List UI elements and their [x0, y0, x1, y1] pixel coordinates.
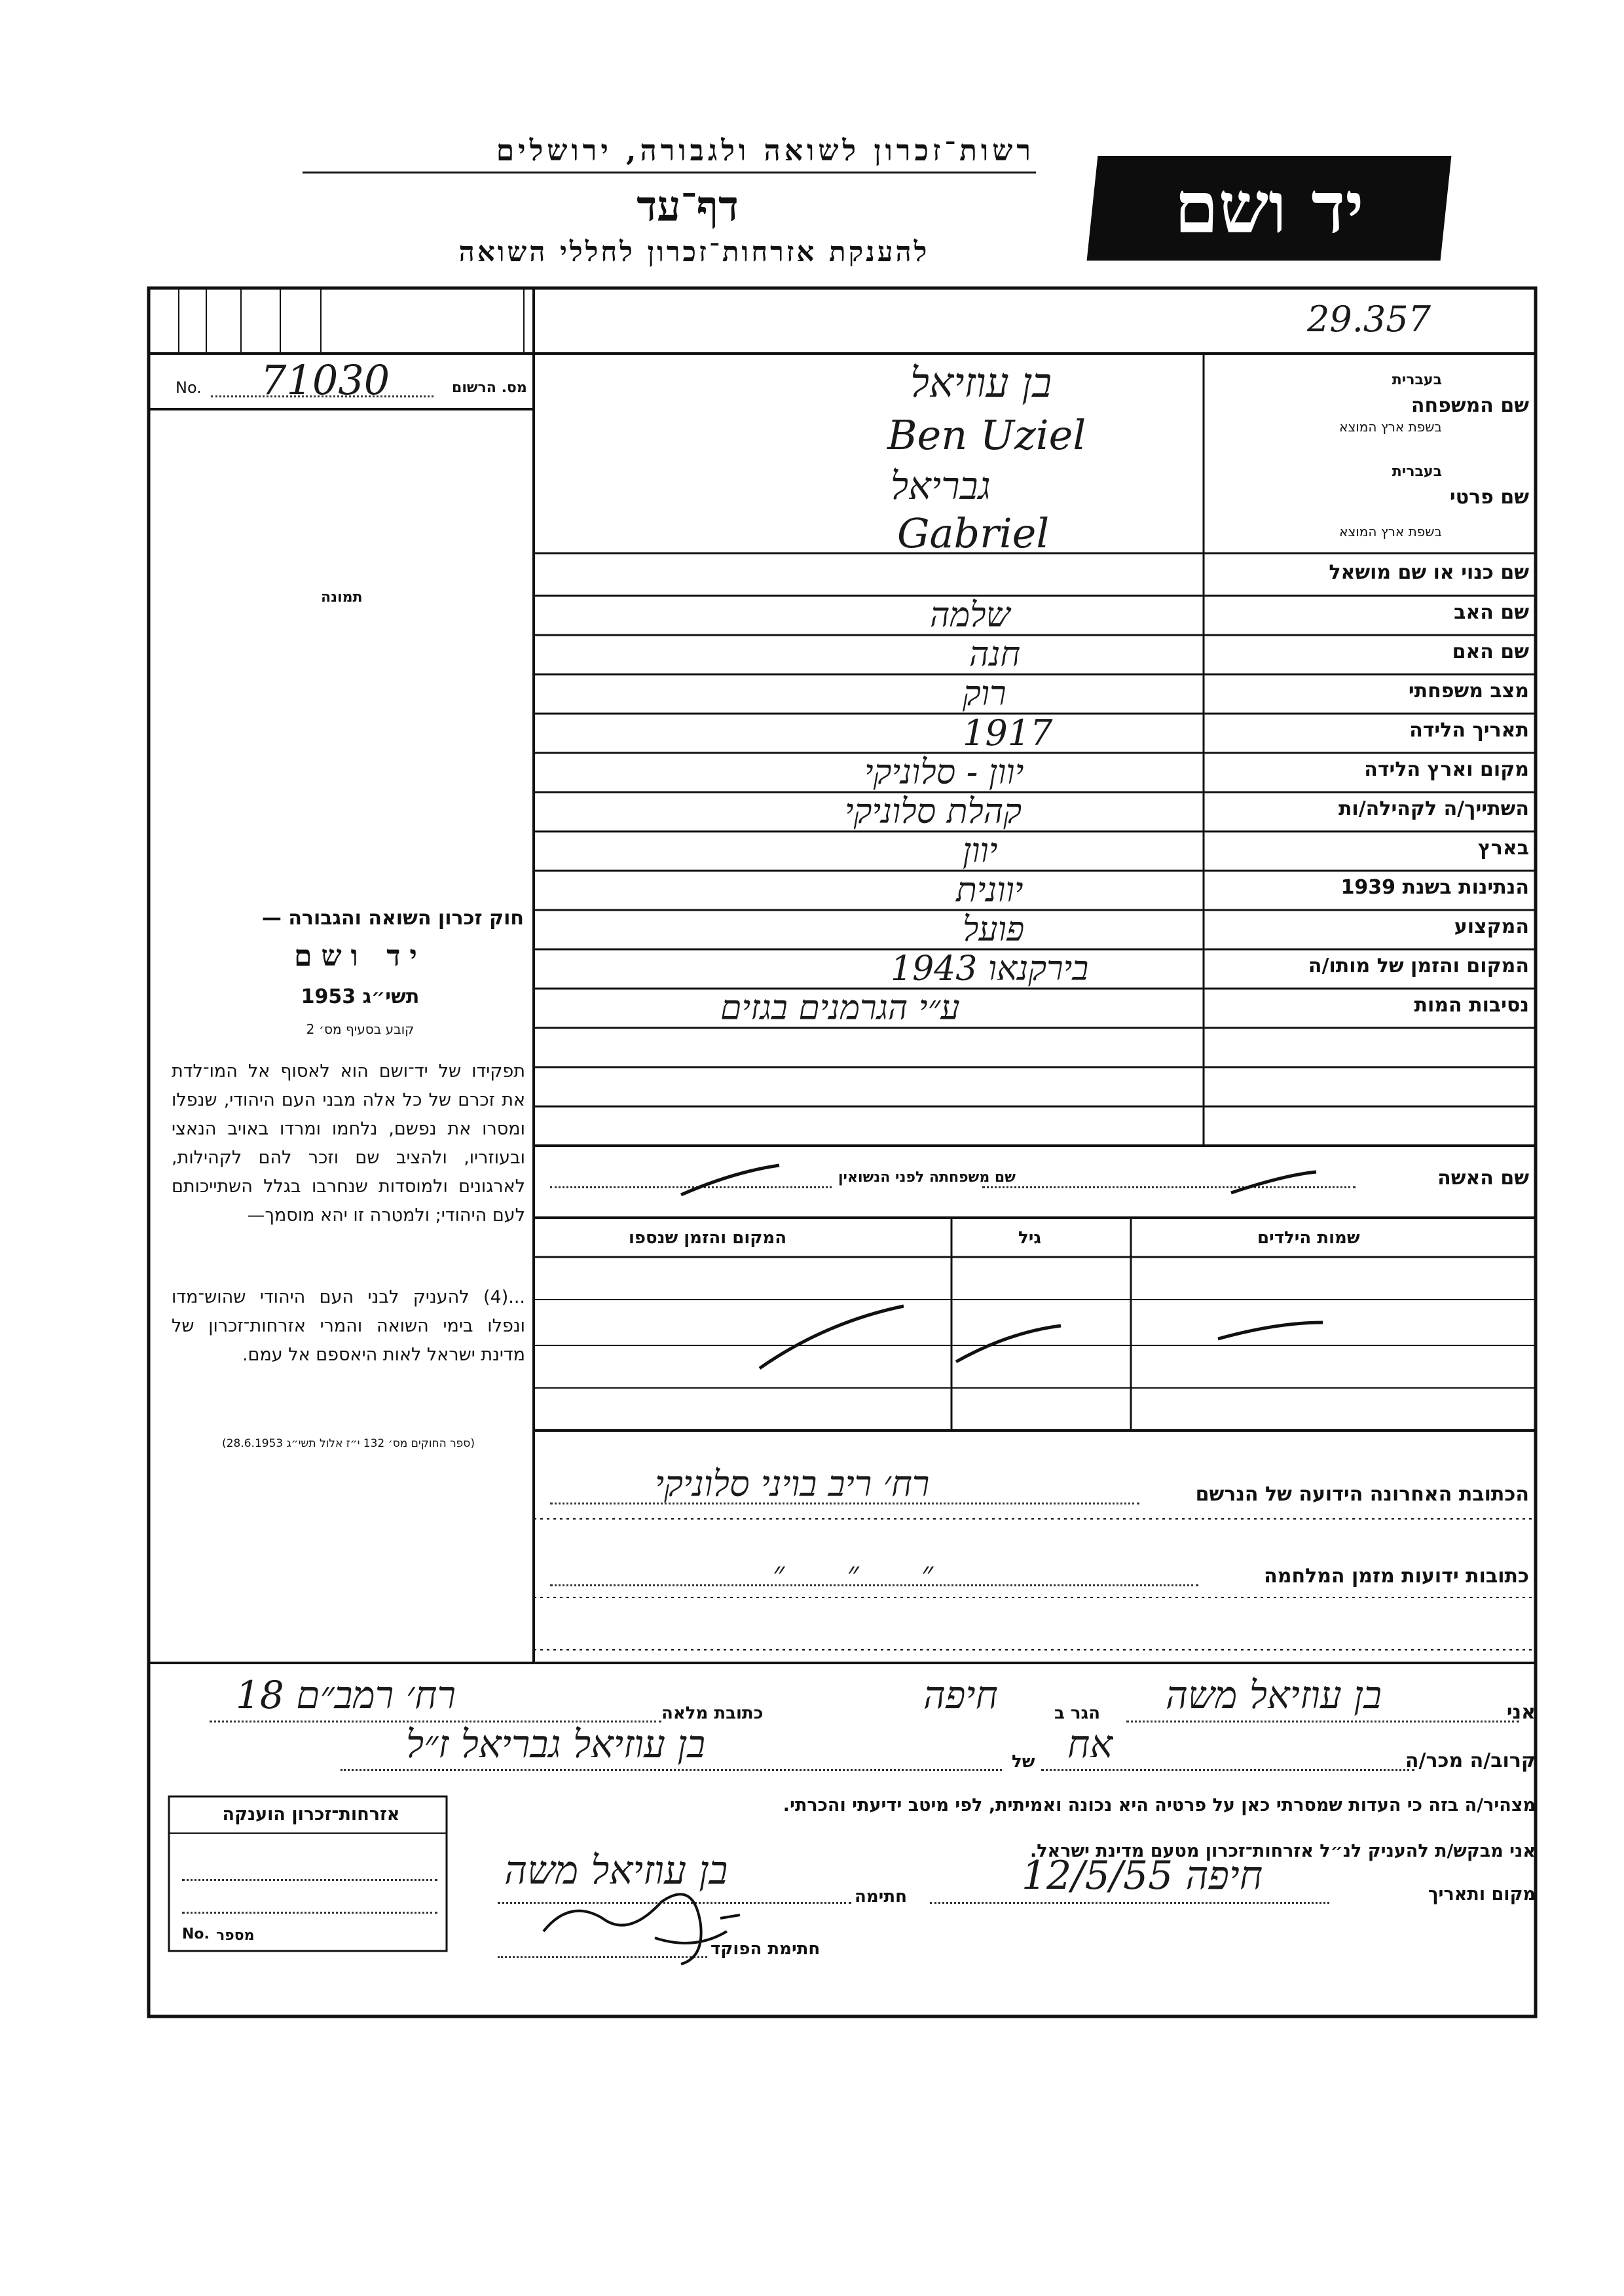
law-name: יד ושם [294, 939, 426, 973]
death-place-time-value: בירקנאו 1943 [891, 949, 1089, 989]
registration-no-label: No. [175, 378, 202, 397]
law-clause: קובע בסעיף מס׳ 2 [306, 1021, 415, 1037]
photo-label: תמונה [321, 589, 363, 606]
nickname-label: שם כנוי או שם מושאל [1329, 561, 1529, 584]
family-name-local-label: בשפת ארץ המוצא [1339, 419, 1442, 435]
officer-signature-label: חתימת הפוקד [710, 1939, 821, 1959]
first-name-label: שם פרטי [1449, 486, 1529, 509]
children-place-header: המקום והזמן שנספו [629, 1228, 787, 1248]
birth-date-value: 1917 [963, 712, 1053, 754]
citizenship-1939-value: יוונית [956, 871, 1024, 910]
first-name-local-value: Gabriel [897, 509, 1050, 557]
war-address-value: ״ ״ ״ [773, 1555, 960, 1592]
of-name-value: בן עוזיאל גבריאל ז״ל [406, 1722, 706, 1766]
wife-maiden-label: שם משפחתה לפני הנשואין [838, 1169, 1016, 1186]
family-name-hebrew-label: בעברית [1392, 372, 1442, 388]
community-label: השתייך/ה לקהילה/ות [1338, 797, 1529, 820]
declarant-address: רח׳ רמב״ם 18 [236, 1673, 456, 1717]
place-date-value: חיפה 12/5/55 [1022, 1853, 1263, 1899]
father-name-label: שם האב [1454, 601, 1529, 624]
death-circumstances-value: ע״י הגרמנים בגזים [720, 989, 960, 1028]
citizenship-number-label: מספר [216, 1927, 255, 1944]
first-name-local-label: בשפת ארץ המוצא [1339, 524, 1442, 539]
law-footnote: (ספר החוקים מס׳ 132 י״ז אלול תשי״ג 28.6.1953) [222, 1437, 475, 1450]
community-value: קהלת סלוניקי [845, 792, 1022, 831]
of-label: של [1012, 1752, 1035, 1772]
relative-label: קרוב/ה מכר/ה [1405, 1749, 1536, 1772]
relation-value: אח [1067, 1722, 1113, 1766]
birth-place-label: מקום וארץ הלידה [1364, 758, 1529, 781]
declarant-signature: בן עוזיאל משה [504, 1848, 728, 1893]
registration-number: 71030 [261, 356, 390, 404]
declarant-resides-label: הגר ב [1054, 1704, 1101, 1723]
citizenship-no-label: No. [182, 1926, 210, 1942]
country-value: יוון [963, 831, 998, 871]
law-text-clause4: ...(4) להעניק לבני העם היהודי שהוש־מדו ונפלו בימי השואה והמרי אזרחות־זכרון של מדינת ישראל לאות היאספם אל עמם. [172, 1287, 525, 1365]
citizenship-granted-title: אזרחות־זכרון הוענקה [222, 1804, 400, 1825]
declarant-city: חיפה [923, 1673, 998, 1717]
first-name-hebrew-label: בעברית [1392, 464, 1442, 480]
authority-title: רשות־זכרון לשואה ולגבורה, ירושלים [496, 134, 1035, 168]
citizenship-box-line2 [182, 1912, 437, 1914]
marital-status-label: מצב משפחתי [1408, 680, 1529, 702]
family-name-local-value: Ben Uziel [887, 411, 1086, 459]
form-title: דף־עד [637, 182, 739, 231]
citizenship-box-line1 [182, 1879, 437, 1881]
declarant-address-label: כתובת מלאה [661, 1704, 764, 1723]
form-subtitle: להענקת אזרחות־זכרון לחללי השואה [458, 236, 930, 268]
last-address-label: הכתובת האחרונה הידועה של הנרשם [1195, 1483, 1529, 1506]
law-year: תשי״ג 1953 [301, 985, 420, 1008]
father-name-value: שלמה [930, 596, 1010, 635]
death-circumstances-label: נסיבות המות [1414, 994, 1529, 1017]
birth-date-label: תאריך הלידה [1409, 719, 1529, 742]
signature-label: חתימה [855, 1887, 907, 1906]
children-names-header: שמות הילדים [1257, 1228, 1360, 1248]
registration-label: מס. הרשום [452, 380, 527, 396]
children-age-header: גיל [1018, 1228, 1042, 1248]
profession-value: פועל [963, 910, 1025, 949]
place-date-label: מקום ותאריך [1428, 1884, 1536, 1904]
death-place-time-label: המקום והזמן של מותו/ה [1308, 955, 1529, 977]
family-name-label: שם המשפחה [1411, 394, 1529, 417]
logo-text: יד ושם [1174, 167, 1364, 249]
law-title: חוק זכרון השואה והגבורה — [261, 907, 524, 930]
family-name-hebrew-value: בן עוזיאל [910, 359, 1052, 407]
country-label: בארץ [1477, 837, 1529, 860]
declarant-name: בן עוזיאל משה [1166, 1673, 1382, 1717]
declarant-i-label: אני [1506, 1701, 1536, 1724]
mother-name-label: שם האם [1452, 640, 1529, 663]
birth-place-value: יוון - סלוניקי [864, 753, 1024, 792]
first-name-hebrew-value: גבריאל [891, 464, 991, 508]
law-text-main: תפקידו של יד־ושם הוא לאסוף אל המו־לדת את זכרם של כל אלה מבני העם היהודי, שנפלו ומסרו את נפשם, נלחמו ומרדו באויב הנאצי ובעוזריו, ולהציב שם וזכר להם לקהילות, לארגונים ולמוסדות שנחרבו בגלל השתייכותם לעם היהודי; ולמטרה זו יהא מוסמך— [172, 1061, 525, 1226]
mother-name-value: חנה [969, 635, 1021, 674]
file-number: 29.357 [1307, 299, 1431, 340]
request-text: אני מבקש/ת להעניק לנ״ל אזרחות־זכרון מטעם מדינת ישראל. [1029, 1841, 1536, 1861]
last-address-value: רח׳ ריב בויני סלוניקי [655, 1463, 930, 1504]
citizenship-1939-label: הנתינות בשנת 1939 [1340, 876, 1529, 899]
marital-status-value: רוק [963, 674, 1006, 714]
declaration-text: מצהיר/ה בזה כי העדות שמסרתי כאן על פרטיה היא נכונה ואמיתית, לפי מיטב ידיעתי והכרתי. [783, 1795, 1536, 1815]
profession-label: המקצוע [1454, 915, 1529, 938]
wife-name-label: שם האשה [1437, 1167, 1529, 1190]
war-address-label: כתובות ידועות מזמן המלחמה [1264, 1565, 1529, 1588]
